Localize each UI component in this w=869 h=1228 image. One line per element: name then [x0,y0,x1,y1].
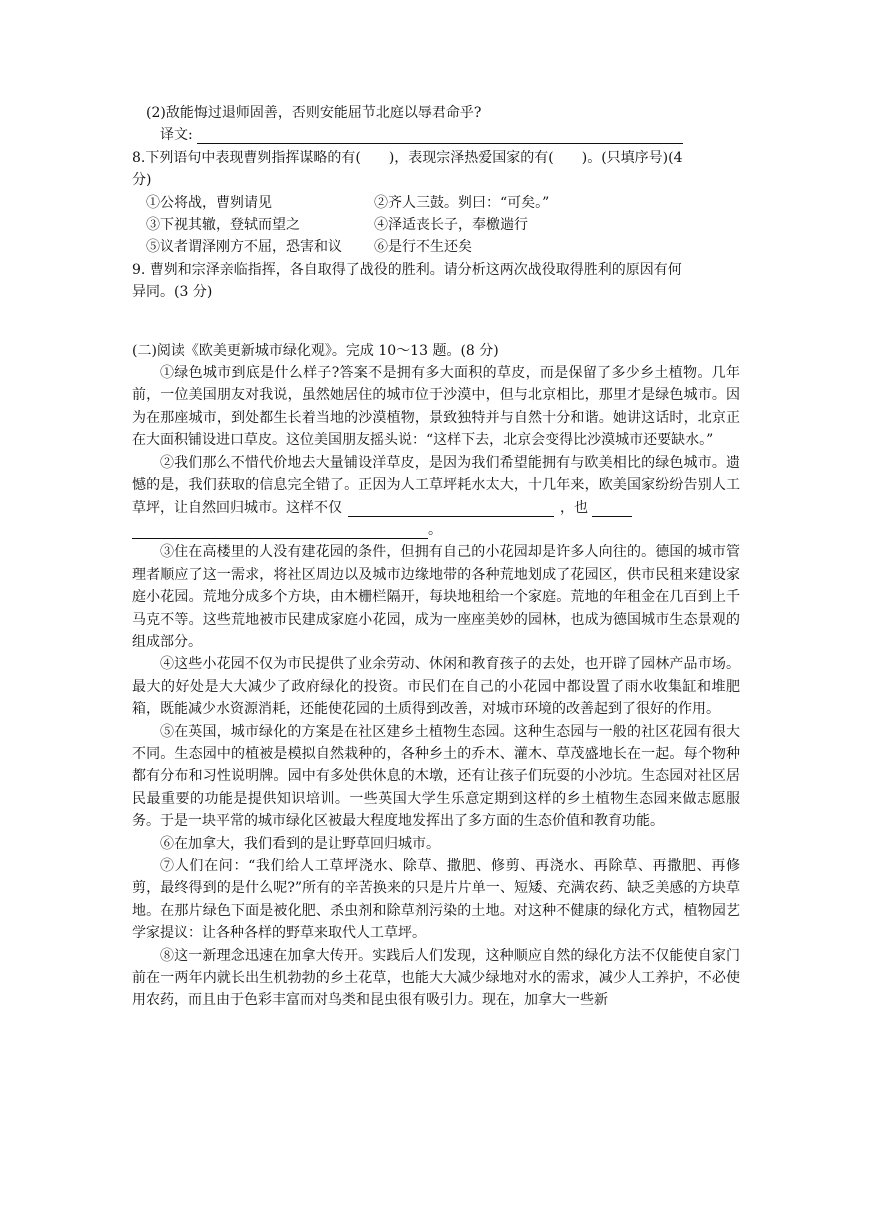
paragraph-8: ⑧这一新理念迅速在加拿大传开。实践后人们发现，这种顺应自然的绿化方法不仅能使自家门前在一两年内就长出生机勃勃的乡土花草，也能大大减少绿地对水的需求，减少人工养护，不必使用农药，而且由于色彩丰富而对鸟类和昆虫很有吸引力。现在，加拿大一些新 [132,947,740,1009]
paragraph-2-text-c: 。 [428,521,442,538]
q8-option-2: ②齐人三鼓。刿曰：“可矣。” [374,194,550,211]
translation-label: 译文: [160,127,193,144]
paragraph-2 [132,452,740,519]
paragraph-2-continuation [132,519,740,541]
translation-row [132,124,740,146]
question-8-line-1: 8.下列语句中表现曹刿指挥谋略的有( )，表现宗泽热爱国家的有( )。(只填序号)(4 [132,149,683,166]
section-2-title: (二)阅读《欧美更新城市绿化观》。完成 10～13 题。(8 分) [132,342,499,359]
fill-blank-2a[interactable] [592,515,632,517]
question-8-options [132,192,740,259]
question-8-line-2: 分) [132,172,152,189]
paragraph-2-text-a: ②我们那么不惜代价地去大量铺设洋草皮，是因为我们希望能拥有与欧美相比的绿色城市。遗憾的是，我们获取的信息完全错了。正因为人工草坪耗水太大，十几年来，欧美国家纷纷告别人工草坪，让自然回归城市。这样不仅 [132,454,740,516]
fill-blank-2b[interactable] [132,537,428,539]
paragraph-6: ⑥在加拿大，我们看到的是让野草回归城市。 [160,835,440,852]
paragraph-2-text-b: ，也 [560,499,588,516]
q8-option-4: ④泽适丧长子，奉檄遄行 [374,217,528,234]
q8-option-1: ①公将战，曹刿请见 [146,194,272,211]
fill-blank-1[interactable] [348,515,554,517]
translation-answer-line[interactable] [197,142,683,144]
question-9-line-2: 异同。(3 分) [132,284,213,301]
q8-option-5: ⑤议者谓泽刚方不屈，恐害和议 [146,239,342,256]
q8-option-6: ⑥是行不生还矣 [374,239,472,256]
q8-option-3: ③下视其辙，登轼而望之 [146,217,300,234]
paragraph-4: ④这些小花园不仅为市民提供了业余劳动、休闲和教育孩子的去处，也开辟了园林产品市场。最大的好处是大大减少了政府绿化的投资。市民们在自己的小花园中都设置了雨水收集缸和堆肥箱，既能减少水资源消耗，还能使花园的土质得到改善，对城市环境的改善起到了很好的作用。 [132,656,740,718]
paragraph-7: ⑦人们在问：“我们给人工草坪浇水、除草、撒肥、修剪、再浇水、再除草、再撒肥、再修剪，最终得到的是什么呢?”所有的辛苦换来的只是片片单一、短矮、充满农药、缺乏美感的方块草地。在那片绿色下面是被化肥、杀虫剂和除草剂污染的土地。对这种不健康的绿化方式，植物园艺学家提议：让各种各样的野草来取代人工草坪。 [132,858,740,942]
answer-space [132,304,740,340]
question-7-item-2: (2)敌能悔过退师固善，否则安能屈节北庭以辱君命乎? [146,105,482,121]
paragraph-5: ⑤在英国，城市绿化的方案是在社区建乡土植物生态园。这种生态园与一般的社区花园有很大不同。生态园中的植被是模拟自然栽种的，各种乡土的乔木、灌木、草茂盛地长在一起。每个物种都有分布和习性说明牌。园中有多处供休息的木墩，还有让孩子们玩耍的小沙坑。生态园对社区居民最重要的功能是提供知识培训。一些英国大学生乐意定期到这样的乡土植物生态园来做志愿服务。于是一块平常的城市绿化区被最大程度地发挥出了多方面的生态价值和教育功能。 [132,723,740,830]
paragraph-1: ①绿色城市到底是什么样子?答案不是拥有多大面积的草皮，而是保留了多少乡土植物。几年前，一位美国朋友对我说，虽然她居住的城市位于沙漠中，但与北京相比，那里才是绿色城市。因为在那座城市，到处都生长着当地的沙漠植物，景致独特并与自然十分和谐。她讲这话时，北京正在大面积铺设进口草皮。这位美国朋友摇头说：“这样下去，北京会变得比沙漠城市还要缺水。” [132,365,740,449]
exam-page [132,102,740,1012]
paragraph-3: ③住在高楼里的人没有建花园的条件，但拥有自己的小花园却是许多人向往的。德国的城市管理者顺应了这一需求，将社区周边以及城市边缘地带的各种荒地划成了花园区，供市民租来建设家庭小花园。荒地分成多个方块，由木栅栏隔开，每块地租给一个家庭。荒地的年租金在几百到上千马克不等。这些荒地被市民建成家庭小花园，成为一座座美妙的园林，也成为德国城市生态景观的组成部分。 [132,544,740,650]
question-9-line-1: 9. 曹刿和宗泽亲临指挥，各自取得了战役的胜利。请分析这两次战役取得胜利的原因有何 [132,261,682,278]
